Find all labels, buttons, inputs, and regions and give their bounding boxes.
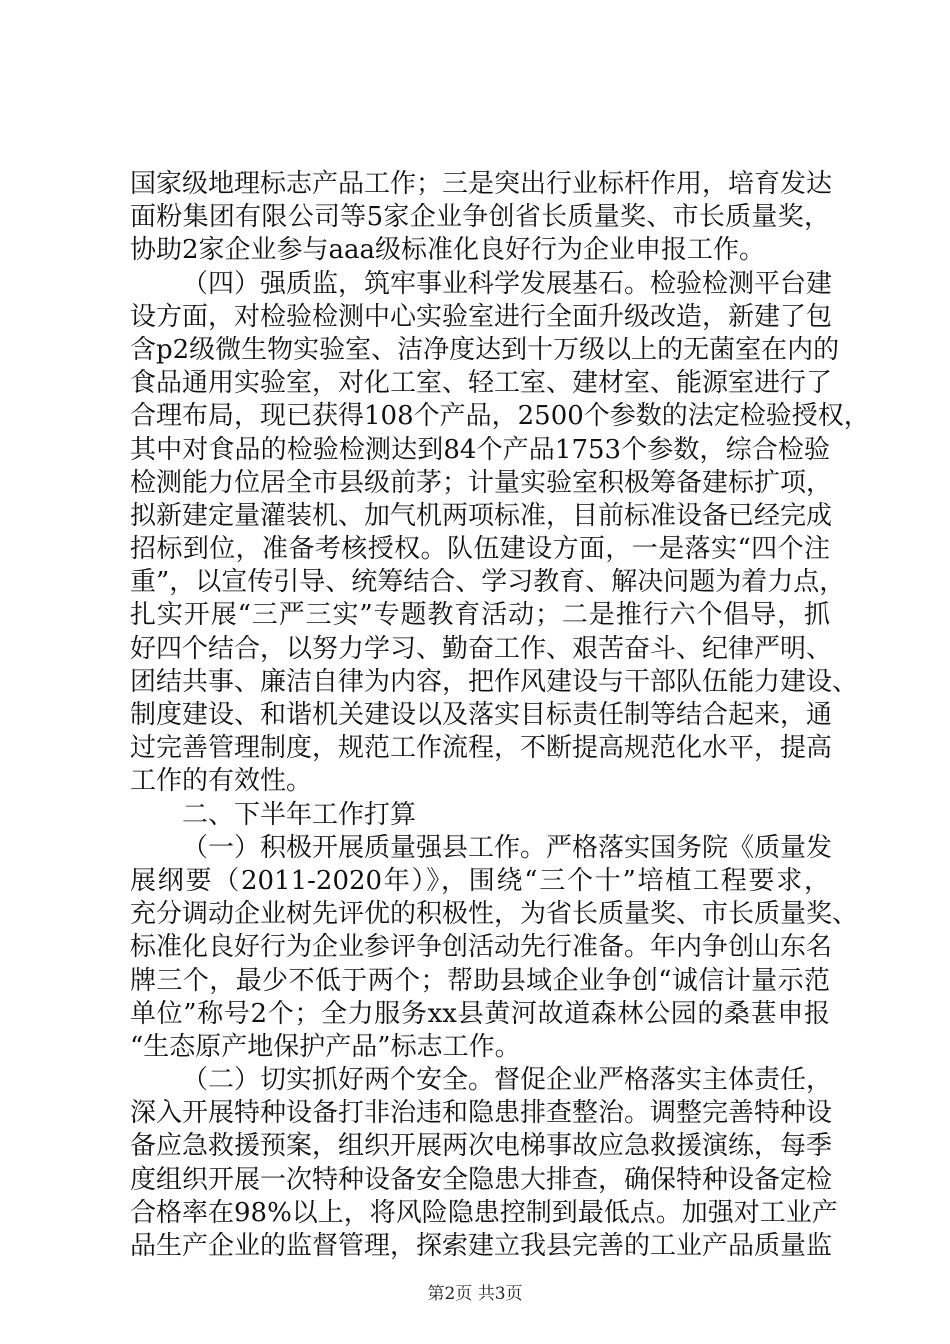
text-line: 团结共事、廉洁自律为内容，把作风建设与干部队伍能力建设、 [130,666,859,697]
text-line: 度组织开展一次特种设备安全隐患大排查，确保特种设备定检 [130,1164,833,1195]
text-line: 标准化良好行为企业参评争创活动先行准备。年内争创山东名 [130,932,833,963]
text-line: 好四个结合，以努力学习、勤奋工作、艰苦奋斗、纪律严明、 [130,633,833,664]
text-line: 展纲要（2011-2020年）》，围绕“三个十”培植工程要求， [130,865,830,896]
text-line: （二）切实抓好两个安全。督促企业严格落实主体责任， [182,1065,833,1096]
text-line: 检测能力位居全市县级前茅；计量实验室积极筹备建标扩项， [130,467,833,498]
document-body [130,168,870,1263]
text-line: 牌三个，最少不低于两个；帮助县域企业争创“诚信计量示范 [130,965,830,996]
text-line: 工作的有效性。 [130,766,313,797]
text-line: 充分调动企业树先评优的积极性，为省长质量奖、市长质量奖、 [130,899,859,930]
text-line: 单位”称号2个；全力服务xx县黄河故道森林公园的桑葚申报 [130,998,830,1029]
text-line: 制度建设、和谐机关建设以及落实目标责任制等结合起来，通 [130,700,833,730]
text-line: 深入开展特种设备打非治违和隐患排查整治。调整完善特种设 [130,1098,833,1129]
text-line: 过完善管理制度，规范工作流程，不断提高规范化水平，提高 [130,733,833,764]
text-line: 面粉集团有限公司等5家企业争创省长质量奖、市长质量奖， [130,202,830,233]
text-line: 二、下半年工作打算 [182,799,417,830]
text-line: 重”，以宣传引导、统筹结合、学习教育、解决问题为着力点， [130,567,846,598]
text-line: 协助2家企业参与aaa级标准化良好行为企业申报工作。 [130,235,766,266]
text-line: 其中对食品的检验检测达到84个产品1753个参数，综合检验 [130,434,830,465]
text-line: 合格率在98%以上，将风险隐患控制到最低点。加强对工业产 [130,1197,838,1228]
text-line: 扎实开展“三严三实”专题教育活动；二是推行六个倡导，抓 [130,600,830,631]
text-line: “生态原产地保护产品”标志工作。 [130,1031,521,1062]
text-line: 拟新建定量灌装机、加气机两项标准，目前标准设备已经完成 [130,500,833,531]
text-line: （四）强质监，筑牢事业科学发展基石。检验检测平台建 [182,268,833,299]
page-footer: 第2页 共3页 [427,1284,523,1304]
text-line: 合理布局，现已获得108个产品，2500个参数的法定检验授权， [130,401,870,432]
text-line: 国家级地理标志产品工作；三是突出行业标杆作用，培育发达 [130,169,833,199]
text-line: 招标到位，准备考核授权。队伍建设方面，一是落实“四个注 [130,534,830,565]
text-line: 设方面，对检验检测中心实验室进行全面升级改造，新建了包 [130,301,833,332]
text-line: 含p2级微生物实验室、洁净度达到十万级以上的无菌室在内的 [130,334,840,365]
text-line: （一）积极开展质量强县工作。严格落实国务院《质量发 [182,832,833,863]
text-line: 食品通用实验室，对化工室、轻工室、建材室、能源室进行了 [130,368,833,399]
text-line: 品生产企业的监督管理，探索建立我县完善的工业产品质量监 [130,1231,833,1261]
text-line: 备应急救援预案，组织开展两次电梯事故应急救援演练，每季 [130,1131,833,1162]
